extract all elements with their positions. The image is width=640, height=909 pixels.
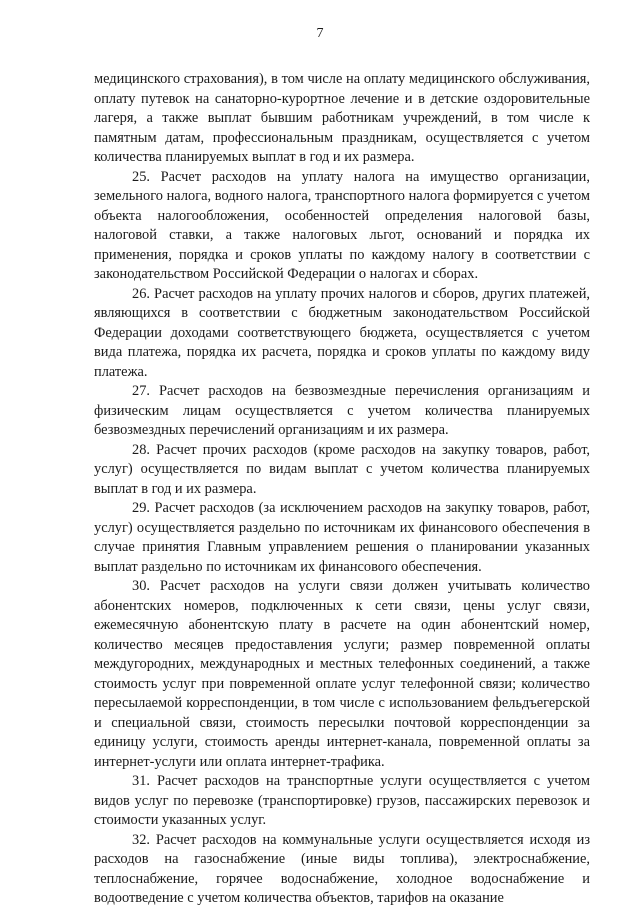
- paragraph-25: 25. Расчет расходов на уплату налога на имущество организации, земельного налога, водного налога, транспортного налога формируется с учетом объекта налогообложения, особенностей определения налоговой базы, налоговой ставки, а также налоговых льгот, оснований и порядка их применения, порядка и сроков уплаты по каждому налогу в соответствии с законодательством Российской Федерации о налогах и сборах.: [94, 168, 590, 282]
- paragraph-27: 27. Расчет расходов на безвозмездные перечисления организациям и физическим лицам осуществляется с учетом количества планируемых безвозмездных перечислений организациям и их размера.: [94, 383, 590, 438]
- page-number: 7: [316, 26, 324, 41]
- paragraph-continuation: медицинского страхования), в том числе на оплату медицинского обслуживания, оплату путевок на санаторно-курортное лечение и в детские оздоровительные лагеря, а также выплат бывшим работникам учреждений, в том числе к памятным датам, профессиональным праздникам, осуществляется с учетом количества планируемых выплат в год и их размера.: [94, 71, 590, 165]
- paragraph-26: 26. Расчет расходов на уплату прочих налогов и сборов, других платежей, являющихся в соответствии с бюджетным законодательством Российской Федерации доходами соответствующего бюджета, осуществляется с учетом вида платежа, порядка их расчета, порядка и сроков уплаты по каждому виду платежа.: [94, 285, 590, 380]
- paragraph-31: 31. Расчет расходов на транспортные услуги осуществляется с учетом видов услуг по перевозке (транспортировке) грузов, пассажирских перевозок и стоимости указанных услуг.: [94, 773, 590, 828]
- paragraph-29: 29. Расчет расходов (за исключением расходов на закупку товаров, работ, услуг) осуществляется раздельно по источникам их финансового обеспечения в случае принятия Главным управлением решения о планировании указанных выплат раздельно по источникам их финансового обеспечения.: [94, 500, 590, 575]
- document-body: [94, 70, 590, 909]
- paragraph-32: 32. Расчет расходов на коммунальные услуги осуществляется исходя из расходов на газоснабжение (иные виды топлива), электроснабжение, теплоснабжение, горячее водоснабжение, холодное водоснабжение и водоотведение с учетом количества объектов, тарифов на оказание: [94, 831, 590, 906]
- paragraph-30: 30. Расчет расходов на услуги связи должен учитывать количество абонентских номеров, подключенных к сети связи, цены услуг связи, ежемесячную абонентскую плату в расчете на один абонентский номер, количество месяцев предоставления услуги; размер повременной оплаты междугородних, международных и местных телефонных соединений, а также стоимость услуг при повременной оплате услуг телефонной связи; количество пересылаемой корреспонденции, в том числе с использованием фельдъегерской и специальной связи, стоимость пересылки почтовой корреспонденции за единицу услуги, стоимость аренды интернет-канала, повременной оплаты за интернет-услуги или оплата интернет-трафика.: [94, 578, 590, 770]
- paragraph-28: 28. Расчет прочих расходов (кроме расходов на закупку товаров, работ, услуг) осуществляется по видам выплат с учетом количества планируемых выплат в год и их размера.: [94, 441, 590, 497]
